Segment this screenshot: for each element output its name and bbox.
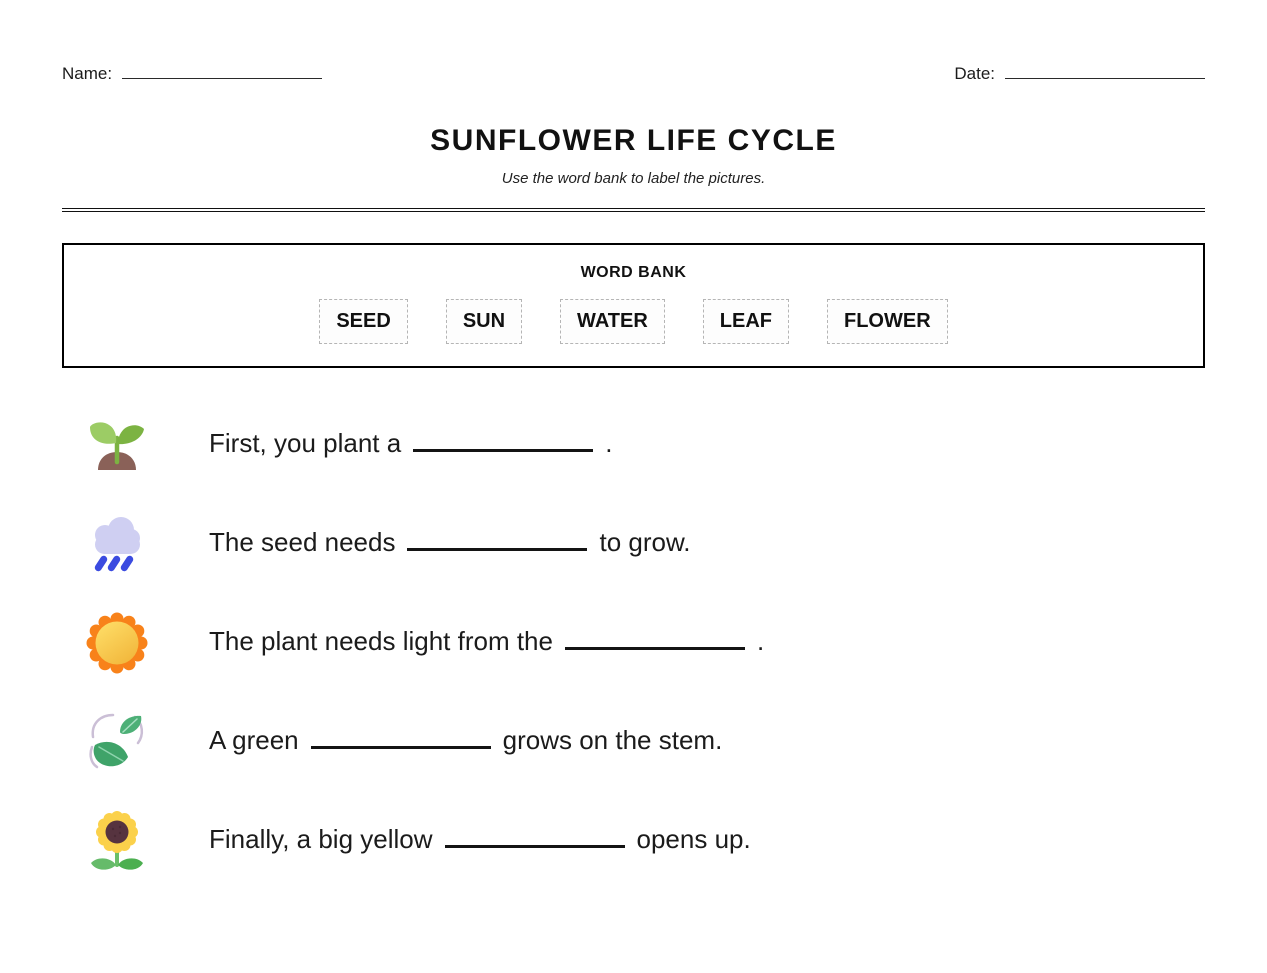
- question-row-1: [85, 394, 1267, 493]
- double-rule-divider: [62, 208, 1205, 212]
- sunflower-icon: [85, 808, 149, 872]
- seedling-icon: [85, 412, 149, 476]
- question-text: [209, 527, 691, 558]
- word-chip-leaf[interactable]: LEAF: [703, 299, 789, 344]
- name-field: [62, 64, 322, 84]
- question-row-2: [85, 493, 1267, 592]
- top-fields: [0, 0, 1267, 84]
- name-label: Name:: [62, 64, 113, 83]
- question-before: First, you plant a: [209, 428, 402, 458]
- word-chip-sun[interactable]: SUN: [446, 299, 522, 344]
- answer-blank-3[interactable]: [565, 640, 745, 650]
- word-chip-flower[interactable]: FLOWER: [827, 299, 948, 344]
- question-after: to grow.: [599, 527, 691, 557]
- date-label: Date:: [954, 64, 995, 83]
- question-text: [209, 626, 764, 657]
- rain-cloud-icon: [85, 511, 149, 575]
- date-input-line[interactable]: [1005, 65, 1205, 79]
- word-chip-seed[interactable]: SEED: [319, 299, 407, 344]
- question-list: [85, 394, 1267, 889]
- name-input-line[interactable]: [122, 65, 322, 79]
- question-row-3: [85, 592, 1267, 691]
- answer-blank-1[interactable]: [413, 442, 593, 452]
- question-row-4: [85, 691, 1267, 790]
- question-before: A green: [209, 725, 299, 755]
- answer-blank-2[interactable]: [407, 541, 587, 551]
- answer-blank-4[interactable]: [311, 739, 491, 749]
- word-bank-title: WORD BANK: [580, 264, 687, 281]
- question-after: opens up.: [636, 824, 751, 854]
- question-text: [209, 725, 722, 756]
- date-field: [954, 64, 1205, 84]
- question-before: Finally, a big yellow: [209, 824, 433, 854]
- leaf-icon: [85, 709, 149, 773]
- header: [0, 122, 1267, 187]
- word-bank: [62, 243, 1205, 368]
- word-chip-water[interactable]: WATER: [560, 299, 665, 344]
- question-before: The plant needs light from the: [209, 626, 553, 656]
- question-after: grows on the stem.: [502, 725, 723, 755]
- word-bank-words: [74, 299, 1193, 344]
- sun-icon: [85, 610, 149, 674]
- page-title: SUNFLOWER LIFE CYCLE: [430, 124, 837, 157]
- question-after: .: [605, 428, 613, 458]
- question-text: [209, 428, 612, 459]
- question-text: [209, 824, 751, 855]
- question-row-5: [85, 790, 1267, 889]
- question-before: The seed needs: [209, 527, 396, 557]
- question-after: .: [756, 626, 765, 656]
- page-subtitle: Use the word bank to label the pictures.: [501, 170, 766, 187]
- answer-blank-5[interactable]: [445, 838, 625, 848]
